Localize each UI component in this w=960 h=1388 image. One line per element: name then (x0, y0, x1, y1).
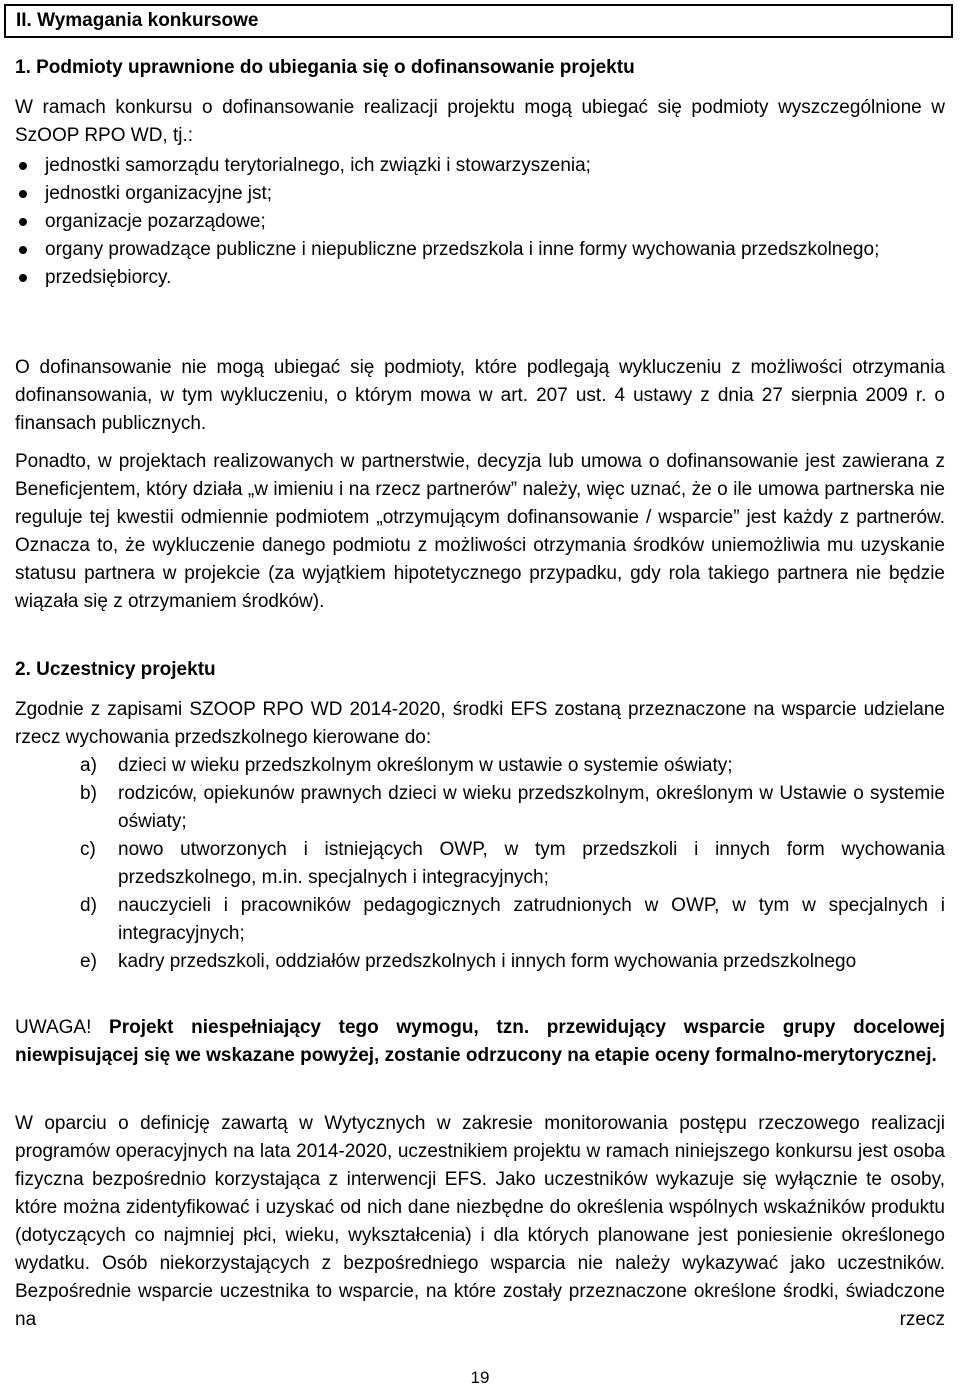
bullet-icon (19, 274, 27, 282)
warning-text: Projekt niespełniający tego wymogu, tzn. przewidujący wsparcie grupy docelowej niewpisującej się we wskazane powyżej, zostanie odrzucony na etapie oceny formalno-merytorycznej. (15, 1017, 945, 1066)
target-groups-list (80, 752, 945, 976)
list-item: a) dzieci w wieku przedszkolnym określonym w ustawie o systemie oświaty; (80, 755, 733, 776)
list-item: przedsiębiorcy. (15, 264, 945, 292)
list-item: b) rodziców, opiekunów prawnych dzieci w wieku przedszkolnym, określonym w Ustawie o systemie oświaty; (80, 783, 945, 832)
eligible-entities-list (15, 152, 945, 292)
list-item: jednostki organizacyjne jst; (15, 180, 945, 208)
paragraph-participants-intro: Zgodnie z zapisami SZOOP RPO WD 2014-2020, środki EFS zostaną przeznaczone na wsparcie udzielane rzecz wychowania przedszkolnego kierowane do: (15, 699, 945, 748)
heading-participants: 2. Uczestnicy projektu (15, 659, 216, 680)
warning-label: UWAGA! (15, 1017, 92, 1038)
paragraph-partnership: Ponadto, w projektach realizowanych w partnerstwie, decyzja lub umowa o dofinansowanie jest zawierana z Beneficjentem, który działa „w imieniu i na rzecz partnerów” należy, więc uznać, że o ile umowa partnerska nie reguluje tej kwestii odmiennie podmiotem „otrzymującym dofinansowanie / wsparcie” jest każdy z partnerów. Oznacza to, że wykluczenie danego podmiotu z możliwości otrzymania środków uniemożliwia mu uzyskanie statusu partnera w projekcie (za wyjątkiem hipotetycznego przypadku, gdy rola takiego partnera nie będzie wiązała się z otrzymaniem środków). (15, 451, 945, 612)
paragraph-exclusion: O dofinansowanie nie mogą ubiegać się podmioty, które podlegają wykluczeniu z możliwości otrzymania dofinansowania, w tym wykluczeniu, o którym mowa w art. 207 ust. 4 ustawy z dnia 27 sierpnia 2009 r. o finansach publicznych. (15, 357, 945, 434)
page-number: 19 (470, 1368, 490, 1387)
list-item: e) kadry przedszkoli, oddziałów przedszkolnych i innych form wychowania przedszkolnego (80, 951, 857, 972)
list-item: organy prowadzące publiczne i niepubliczne przedszkola i inne formy wychowania przedszkolnego; (15, 236, 945, 264)
bullet-icon (19, 246, 27, 254)
bullet-icon (19, 162, 27, 170)
list-item: c) nowo utworzonych i istniejących OWP, w tym przedszkoli i innych form wychowania przedszkolnego, m.in. specjalnych i integracyjnych; (80, 839, 945, 888)
paragraph-participant-definition: W oparciu o definicję zawartą w Wytycznych w zakresie monitorowania postępu rzeczowego realizacji programów operacyjnych na lata 2014-2020, uczestnikiem projektu w ramach niniejszego konkursu jest osoba fizyczna bezpośrednio korzystająca z interwencji EFS. Jako uczestników wykazuje się wyłącznie te osoby, które można zidentyfikować i uzyskać od nich dane niezbędne do określenia wspólnych wskaźników produktu (dotyczących co najmniej płci, wieku, wykształcenia) i dla których planowane jest poniesienie określonego wydatku. Osób niekorzystających z bezpośredniego wsparcia nie należy wykazywać jako uczestników. Bezpośrednie wsparcie uczestnika to wsparcie, na które zostały przeznaczone określone środki, świadczone na rzecz (15, 1113, 945, 1330)
list-item: d) nauczycieli i pracowników pedagogicznych zatrudnionych w OWP, w tym w specjalnych i integracyjnych; (80, 895, 945, 944)
bullet-icon (19, 218, 27, 226)
bullet-icon (19, 190, 27, 198)
heading-eligible-entities: 1. Podmioty uprawnione do ubiegania się o dofinansowanie projektu (15, 57, 635, 78)
paragraph-warning (15, 1014, 945, 1070)
paragraph-eligible-intro: W ramach konkursu o dofinansowanie realizacji projektu mogą ubiegać się podmioty wyszczególnione w SzOOP RPO WD, tj.: (15, 97, 945, 146)
list-item: jednostki samorządu terytorialnego, ich związki i stowarzyszenia; (15, 152, 945, 180)
list-item: organizacje pozarządowe; (15, 208, 945, 236)
section-title: II. Wymagania konkursowe (4, 4, 953, 38)
